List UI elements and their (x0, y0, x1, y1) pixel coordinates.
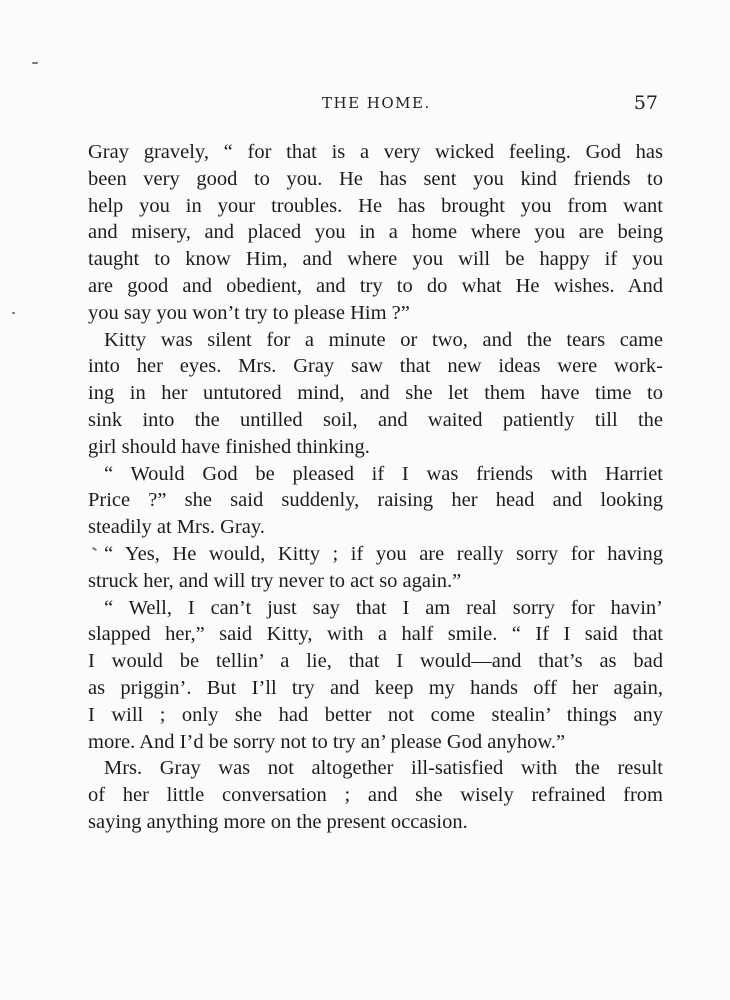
text-line: “ Yes, He would, Kitty ; if you are really sorry for having (104, 542, 663, 565)
text-line: Mrs. Gray was not altogether ill-satisfied with the result (104, 757, 663, 780)
text-line: you say you won’t try to please Him ?” (88, 301, 410, 324)
text-line: I will ; only she had better not come stealin’ things any (88, 703, 663, 726)
body-text (88, 139, 663, 836)
page-number: 57 (633, 92, 658, 114)
text-line: struck her, and will try never to act so again.” (88, 569, 462, 592)
text-line: “ Well, I can’t just say that I am real sorry for havin’ (104, 596, 663, 619)
text-line: help you in your troubles. He has brought you from want (88, 194, 663, 217)
text-line: ing in her untutored mind, and she let them have time to (88, 382, 663, 405)
text-line: as priggin’. But I’ll try and keep my hands off her again, (88, 676, 663, 699)
text-line: steadily at Mrs. Gray. (88, 516, 265, 539)
text-line: slapped her,” said Kitty, with a half smile. “ If I said that (88, 623, 663, 646)
text-line: taught to know Him, and where you will be happy if you (88, 248, 663, 271)
paper-speck (12, 312, 15, 314)
text-line: Price ?” she said suddenly, raising her head and looking (88, 489, 663, 512)
text-line: Kitty was silent for a minute or two, and the tears came (104, 328, 663, 351)
text-line: and misery, and placed you in a home where you are being (88, 221, 663, 244)
text-line: girl should have finished thinking. (88, 435, 370, 458)
text-line: into her eyes. Mrs. Gray saw that new ideas were work- (88, 355, 663, 378)
text-line: saying anything more on the present occasion. (88, 810, 468, 833)
text-line: sink into the untilled soil, and waited patiently till the (88, 408, 663, 431)
running-head-title: THE HOME. (322, 94, 431, 112)
text-line: of her little conversation ; and she wisely refrained from (88, 784, 663, 807)
text-line: I would be tellin’ a lie, that I would—and that’s as bad (88, 650, 663, 673)
text-line: are good and obedient, and try to do what He wishes. And (88, 274, 663, 297)
paper-speck (32, 62, 38, 64)
text-line: been very good to you. He has sent you kind friends to (88, 167, 663, 190)
text-line: “ Would God be pleased if I was friends with Harriet (104, 462, 663, 485)
text-line: more. And I’d be sorry not to try an’ please God anyhow.” (88, 730, 566, 753)
text-line: Gray gravely, “ for that is a very wicked feeling. God has (88, 141, 663, 163)
